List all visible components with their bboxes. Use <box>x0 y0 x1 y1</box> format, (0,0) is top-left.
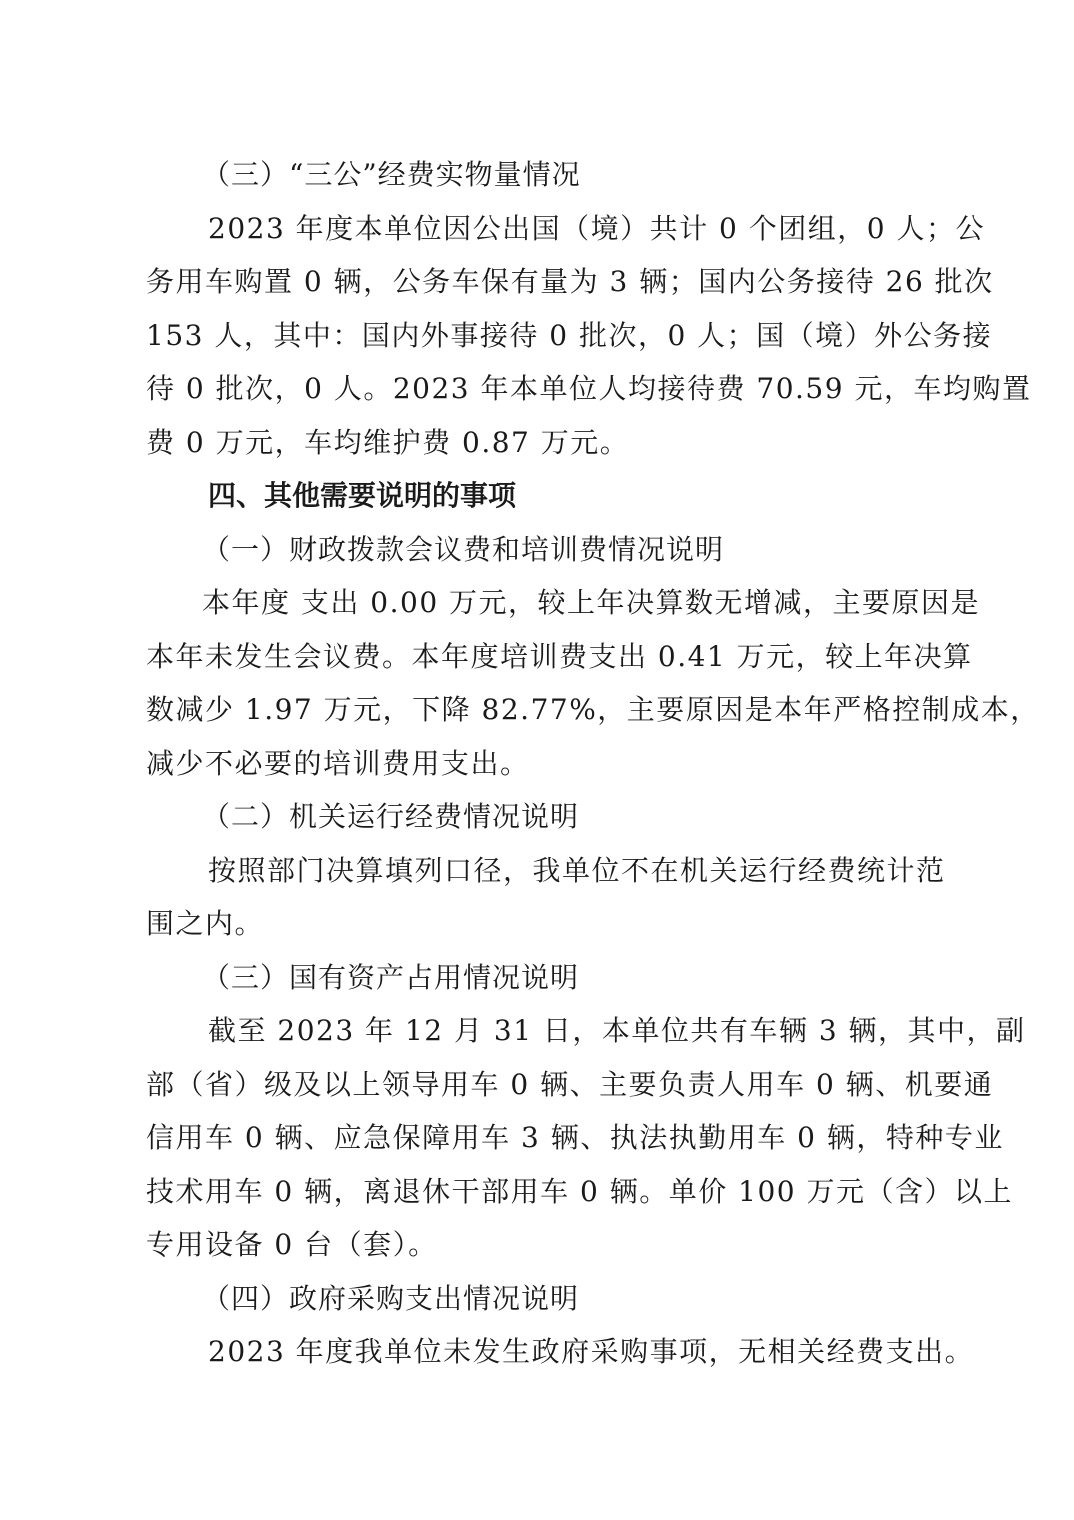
paragraph-line: 按照部门决算填列口径，我单位不在机关运行经费统计范 <box>208 853 946 887</box>
document-page <box>146 148 1040 1379</box>
paragraph-line: 技术用车 0 辆，离退休干部用车 0 辆。单价 100 万元（含）以上 <box>146 1174 1013 1208</box>
paragraph-line: 务用车购置 0 辆，公务车保有量为 3 辆；国内公务接待 26 批次 <box>146 265 994 298</box>
paragraph-line: 减少不必要的培训费用支出。 <box>146 746 530 780</box>
section-four-heading: 四、其他需要说明的事项 <box>208 479 517 512</box>
subsection-two-title: （二）机关运行经费情况说明 <box>202 800 580 833</box>
paragraph-line: 本年未发生会议费。本年度培训费支出 0.41 万元，较上年决算 <box>146 639 973 673</box>
paragraph-line: 部（省）级及以上领导用车 0 辆、主要负责人用车 0 辆、机要通 <box>146 1067 994 1101</box>
paragraph-line: 围之内。 <box>146 907 265 940</box>
paragraph-line: 信用车 0 辆、应急保障用车 3 辆、执法执勤用车 0 辆，特种专业 <box>146 1121 1004 1154</box>
paragraph-line: 153 人，其中：国内外事接待 0 批次，0 人；国（境）外公务接 <box>146 318 993 352</box>
subsection-three-title: （三）国有资产占用情况说明 <box>202 960 580 994</box>
paragraph-line: 2023 年度我单位未发生政府采购事项，无相关经费支出。 <box>208 1335 975 1368</box>
subsection-one-title: （一）财政拨款会议费和培训费情况说明 <box>202 532 725 566</box>
paragraph-line: 截至 2023 年 12 月 31 日，本单位共有车辆 3 辆，其中，副 <box>208 1014 1026 1047</box>
section-three-title: （三）“三公”经费实物量情况 <box>202 158 581 191</box>
paragraph-line: 本年度 支出 0.00 万元，较上年决算数无增减，主要原因是 <box>202 586 981 619</box>
paragraph-line: 2023 年度本单位因公出国（境）共计 0 个团组，0 人；公 <box>208 211 985 245</box>
paragraph-line: 费 0 万元，车均维护费 0.87 万元。 <box>146 425 630 459</box>
subsection-four-title: （四）政府采购支出情况说明 <box>202 1281 580 1315</box>
paragraph-line: 数减少 1.97 万元，下降 82.77%，主要原因是本年严格控制成本， <box>146 693 1040 726</box>
paragraph-line: 专用设备 0 台（套）。 <box>146 1228 438 1261</box>
paragraph-line: 待 0 批次，0 人。2023 年本单位人均接待费 70.59 元，车均购置 <box>146 372 1032 405</box>
